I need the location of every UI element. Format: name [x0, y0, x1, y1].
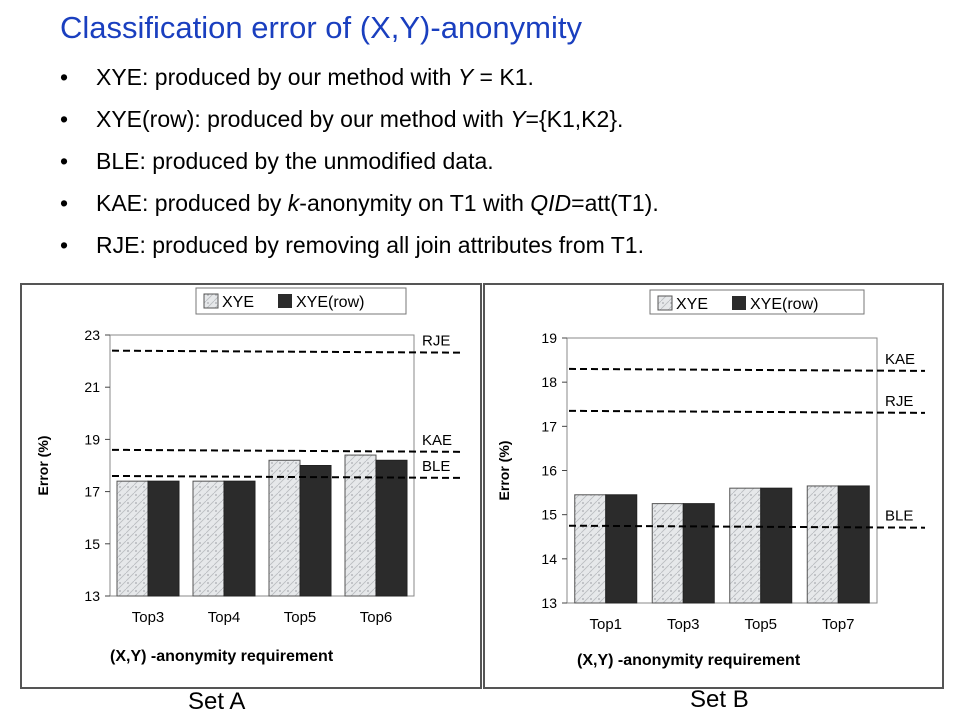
legend-label-xye-row: XYE(row): [296, 294, 365, 311]
reference-line-kae: [569, 369, 925, 371]
x-axis-label: (X,Y) -anonymity requirement: [110, 648, 334, 665]
x-tick-label: Top4: [207, 609, 241, 626]
bar-xye-row: [300, 466, 331, 597]
chart-set-b: [485, 285, 942, 687]
chart-panel-set-b: [483, 283, 944, 689]
bullet-text: BLE: produced by the unmodified data.: [96, 148, 494, 174]
bullet-dot-icon: •: [60, 232, 69, 258]
reference-label-kae: KAE: [885, 350, 916, 368]
reference-line-rje: [112, 351, 462, 353]
bullet-item: [60, 62, 659, 104]
x-tick-label: Top3: [131, 609, 165, 626]
y-tick-label: 18: [541, 374, 557, 391]
bullet-text: ={K1,K2}.: [525, 106, 624, 132]
x-tick-label: Top5: [744, 616, 778, 633]
bullet-text: Y: [510, 106, 526, 132]
bullet-text: KAE: produced by: [96, 190, 288, 216]
bullet-item: [60, 230, 659, 272]
reference-label-ble: BLE: [885, 507, 914, 525]
bullet-text: = K1.: [473, 64, 534, 90]
bullet-text: QID: [530, 190, 572, 216]
legend-label-xye: XYE: [676, 296, 709, 313]
x-tick-label: Top3: [666, 616, 700, 633]
bullet-text: XYE: produced by our method with: [96, 64, 458, 90]
bullet-text: Y: [457, 64, 474, 90]
x-tick-label: Top1: [589, 616, 623, 633]
bar-xye: [730, 488, 761, 603]
bullet-text: -anonymity on T1 with: [299, 190, 531, 216]
bullet-text: k: [287, 190, 300, 216]
x-tick-label: Top7: [821, 616, 855, 633]
bullet-list: [60, 62, 659, 272]
y-tick-label: 13: [84, 588, 100, 604]
bar-xye: [117, 481, 148, 596]
legend-swatch-xye: [204, 294, 218, 308]
reference-label-kae: KAE: [422, 431, 453, 449]
legend-swatch-xye: [658, 296, 672, 310]
bar-xye: [575, 495, 606, 603]
y-tick-label: 21: [84, 379, 100, 396]
set-a-label: Set A: [188, 688, 246, 715]
bullet-dot-icon: •: [60, 190, 69, 216]
bullet-text: XYE(row): produced by our method with: [96, 106, 511, 132]
bar-xye: [652, 504, 683, 603]
y-tick-label: 15: [541, 506, 557, 523]
bar-xye: [345, 455, 376, 596]
legend-swatch-xye-row: [732, 296, 746, 310]
bullet-dot-icon: •: [60, 106, 69, 132]
y-tick-label: 23: [84, 327, 100, 343]
y-tick-label: 17: [541, 418, 557, 435]
bullet-item: [60, 146, 659, 188]
y-axis-label: Error (%): [496, 440, 512, 501]
reference-label-ble: BLE: [422, 457, 451, 475]
legend-swatch-xye-row: [278, 294, 292, 308]
y-tick-label: 15: [84, 535, 100, 552]
bullet-item: [60, 104, 659, 146]
bar-xye-row: [376, 460, 407, 596]
x-tick-label: Top6: [359, 609, 393, 626]
bullet-text: RJE: produced by removing all join attributes from T1.: [96, 232, 644, 258]
set-b-label: Set B: [690, 686, 749, 713]
y-tick-label: 17: [84, 483, 100, 500]
bar-xye: [807, 486, 838, 603]
y-axis-label: Error (%): [35, 435, 51, 496]
chart-set-a: [22, 285, 480, 687]
reference-line-kae: [112, 450, 462, 452]
bar-xye-row: [683, 504, 714, 603]
y-tick-label: 13: [541, 595, 557, 611]
bullet-item: [60, 188, 659, 230]
legend-label-xye-row: XYE(row): [750, 296, 819, 313]
y-tick-label: 16: [541, 462, 557, 479]
y-tick-label: 14: [541, 550, 557, 567]
bar-xye-row: [606, 495, 637, 603]
bar-xye: [193, 481, 224, 596]
bar-xye-row: [148, 481, 179, 596]
x-axis-label: (X,Y) -anonymity requirement: [577, 652, 801, 669]
y-tick-label: 19: [84, 431, 100, 448]
bullet-dot-icon: •: [60, 148, 69, 174]
x-tick-label: Top5: [283, 609, 317, 626]
bullet-text: =att(T1).: [571, 190, 659, 216]
y-tick-label: 19: [541, 330, 557, 346]
bar-xye-row: [761, 488, 792, 603]
legend-label-xye: XYE: [222, 294, 255, 311]
bullet-dot-icon: •: [60, 64, 69, 90]
slide-title: Classification error of (X,Y)-anonymity: [60, 10, 582, 45]
chart-panel-set-a: [20, 283, 482, 689]
bar-xye-row: [838, 486, 869, 603]
reference-label-rje: RJE: [885, 392, 914, 410]
bar-xye-row: [224, 481, 255, 596]
reference-line-rje: [569, 411, 925, 413]
reference-label-rje: RJE: [422, 332, 451, 350]
bar-xye: [269, 460, 300, 596]
